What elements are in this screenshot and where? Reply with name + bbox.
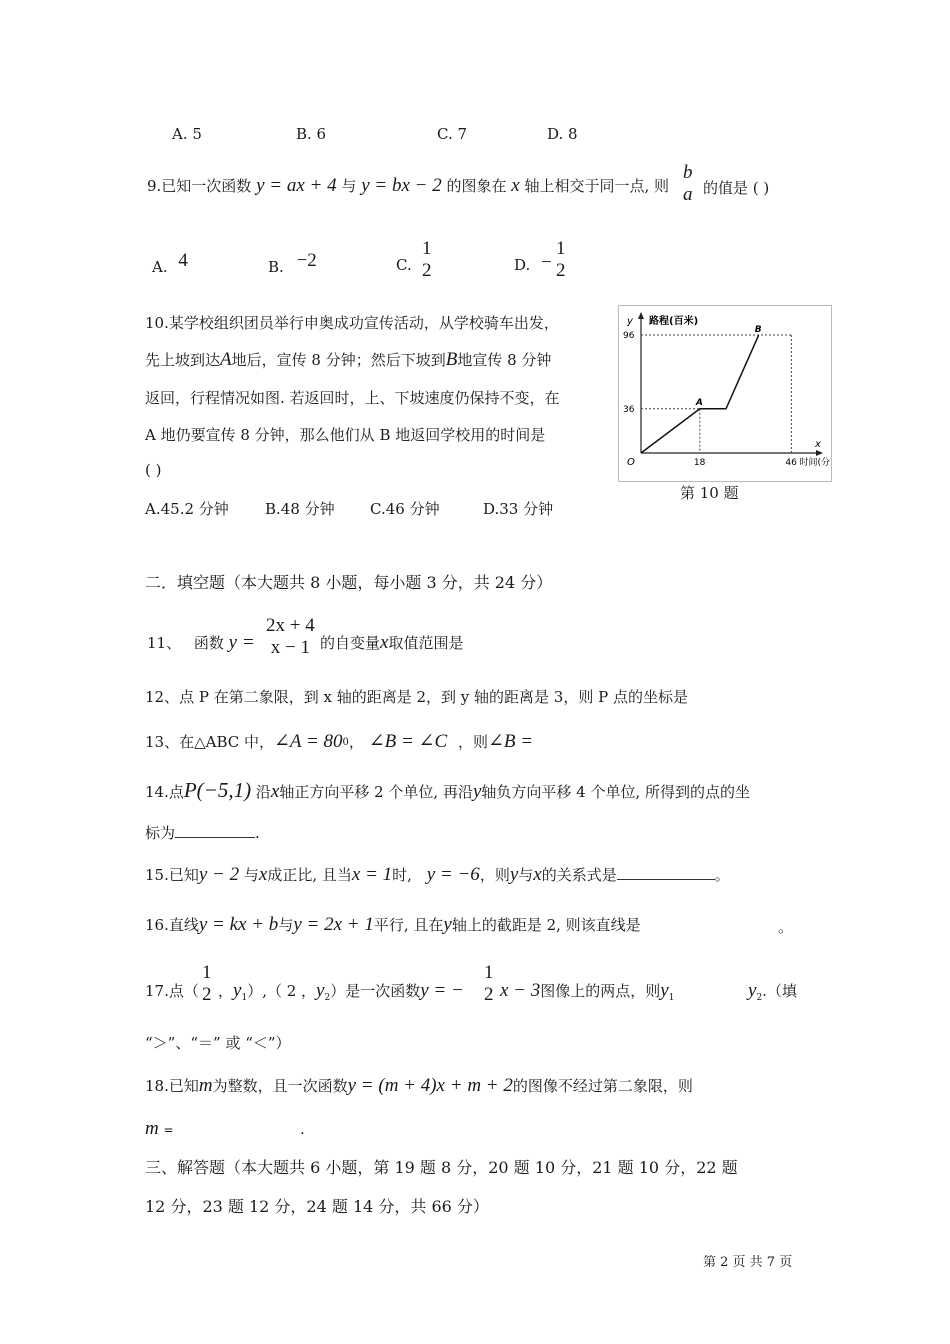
- x-axis-letter: x: [815, 439, 821, 450]
- q17-eq: y = −: [420, 980, 464, 1001]
- q17-var: y: [316, 980, 325, 1001]
- q10-figure-caption: 第 10 题: [680, 484, 739, 502]
- q15-text: 成正比, 且当: [267, 866, 352, 884]
- q17-line2: “＞”、“＝” 或 “＜”）: [145, 1034, 291, 1052]
- q11-lhs: y =: [228, 632, 255, 653]
- q13-eq2: ∠B = ∠C: [368, 731, 448, 752]
- point-label-b: B: [754, 325, 762, 336]
- q15-eq2: x = 1: [351, 864, 393, 885]
- q9-frac-den: a: [683, 184, 693, 205]
- q10-option-b: B.48 分钟: [265, 500, 335, 518]
- q17-sub: 2: [756, 993, 763, 1003]
- q9-opt-a-val: 4: [178, 250, 188, 271]
- q10-chart-svg: [619, 306, 831, 481]
- q9-opt-a-label: A.: [152, 258, 168, 276]
- q9-text: 的图象在: [446, 177, 507, 195]
- q17-var: y: [660, 980, 669, 1001]
- q11-text: 取值范围是: [388, 634, 464, 652]
- q15-text: ，则: [479, 866, 510, 884]
- q11-text: 函数: [193, 634, 224, 652]
- q13-text: ，: [348, 733, 364, 751]
- q13-degree: 0: [342, 737, 349, 748]
- q10-line3: 返回，行程情况如图. 若返回时，上、下坡速度仍保持不变，在: [145, 389, 560, 407]
- q13-eq1: ∠A = 80: [274, 731, 343, 752]
- q17-text: ）是一次函数: [330, 982, 421, 1000]
- q18-var: m: [198, 1075, 213, 1096]
- q10-text: 地后，宣传 8 分钟；然后下坡到: [231, 351, 446, 369]
- q17-prefix: 17.点（: [145, 982, 199, 1000]
- q9-opt-c-num: 1: [422, 238, 432, 259]
- q18-line2-end: .: [300, 1120, 305, 1138]
- q17-sub: 1: [241, 993, 248, 1003]
- q17-frac1-den: 2: [202, 984, 212, 1005]
- q9-option-d-label: D.: [514, 256, 531, 274]
- q11-num: 11、: [147, 634, 182, 652]
- q10-line4: A 地仍要宣传 8 分钟，那么他们从 B 地返回学校用的时间是: [145, 426, 546, 444]
- q17-frac1-num: 1: [202, 962, 212, 983]
- q15-var: y: [509, 864, 519, 885]
- q10-text: 地宣传 8 分钟: [457, 351, 552, 369]
- y-tick-label: 36: [623, 404, 635, 415]
- q17-sub: 2: [324, 993, 331, 1003]
- q9-opt-c-den: 2: [422, 260, 432, 281]
- q11-text: 的自变量: [320, 634, 381, 652]
- section-2-title: 二．填空题（本大题共 8 小题，每小题 3 分，共 24 分）: [145, 573, 553, 592]
- q11-frac-den: x − 1: [270, 637, 310, 658]
- q18-text: =: [163, 1123, 174, 1137]
- q17-frac1: [202, 962, 212, 1006]
- q17-end: [500, 980, 674, 1003]
- q9-option-a: [152, 250, 188, 278]
- q10-line2: [145, 349, 551, 371]
- q15-eq3: y = −6: [426, 864, 480, 885]
- q13-text: 13、在△ABC 中，: [145, 733, 275, 751]
- q9-option-c-fraction: [422, 238, 432, 282]
- q9-opt-b-val: −2: [296, 250, 317, 271]
- x-tick-label: 18: [693, 458, 706, 468]
- chart-title: 路程(百米): [649, 316, 699, 327]
- point-label-a: A: [695, 397, 703, 408]
- q9-eq1: y = ax + 4: [256, 175, 337, 196]
- q8-option-a: A. 5: [172, 125, 202, 143]
- q9-option-c-label: C.: [396, 256, 412, 274]
- y-tick-label: 96: [623, 331, 635, 342]
- q9-option-d-fraction: [556, 238, 566, 282]
- q15-text: 的关系式是: [541, 866, 617, 884]
- q8-option-d: D. 8: [547, 125, 578, 143]
- q9-opt-d-num: 1: [556, 238, 566, 259]
- q14-var: x: [270, 781, 280, 802]
- q11-prefix: [147, 632, 255, 654]
- q17-text: ）,（ 2 ，: [247, 982, 317, 1000]
- q18-line2: [145, 1118, 174, 1140]
- q14-line2: [145, 822, 260, 843]
- q10-var-b: B: [445, 349, 458, 370]
- x-tick-label: 46: [785, 458, 797, 468]
- x-axis-label: 时间(分): [799, 458, 831, 468]
- question-9: [147, 175, 669, 197]
- q9-option-b: [268, 250, 317, 278]
- section-3-line2: 12 分，23 题 12 分，24 题 14 分，共 66 分）: [145, 1197, 489, 1216]
- q15-eq1: y − 2: [198, 864, 240, 885]
- q10-line5: ( ): [145, 461, 162, 479]
- q16-end: 。: [778, 918, 794, 936]
- q14-text: 轴正方向平移 2 个单位, 再沿: [279, 783, 473, 801]
- q9-eq2: y = bx − 2: [361, 175, 442, 196]
- q17-frac2: [484, 962, 494, 1006]
- q17-frac2-num: 1: [484, 962, 494, 983]
- q10-option-a: A.45.2 分钟: [145, 500, 229, 518]
- q16-eq1: y = kx + b: [198, 914, 279, 935]
- q17-sub: 1: [668, 993, 675, 1003]
- q15-text: 时,: [392, 866, 412, 884]
- q14-text: 轴负方向平移 4 个单位, 所得到的点的坐: [481, 783, 751, 801]
- q18-line1: [145, 1075, 693, 1097]
- q13-eq3: ∠B =: [487, 731, 534, 752]
- q16-text: [145, 914, 641, 936]
- q15-text: 。: [714, 866, 730, 884]
- q8-option-b: B. 6: [296, 125, 327, 143]
- q17-mid: [218, 980, 464, 1003]
- q14-text: .: [255, 824, 260, 842]
- y-axis-arrow: [638, 312, 644, 319]
- q13-text: [145, 730, 533, 753]
- q15-text: 15.已知: [145, 866, 199, 884]
- q16-text: 轴上的截距是 2, 则该直线是: [451, 916, 641, 934]
- q13-text: ，则: [457, 733, 488, 751]
- q16-text: 16.直线: [145, 916, 199, 934]
- origin-label: O: [627, 457, 635, 468]
- q14-text: 14.点: [145, 783, 184, 801]
- q11-suffix: [320, 632, 463, 654]
- page-number: 第 2 页 共 7 页: [703, 1255, 793, 1270]
- q9-frac-num: b: [683, 162, 693, 183]
- q11-frac-num: 2x + 4: [266, 615, 315, 636]
- q9-text: 与: [341, 177, 357, 195]
- q9-option-d-sign: −: [541, 252, 552, 273]
- q15-text: [145, 864, 730, 886]
- q10-option-c: C.46 分钟: [370, 500, 440, 518]
- q17-eq: x − 3: [500, 980, 541, 1001]
- q9-text: 9.已知一次函数: [147, 177, 252, 195]
- q9-text: 轴上相交于同一点, 则: [524, 177, 670, 195]
- q9-opt-d-den: 2: [556, 260, 566, 281]
- q18-eq: y = (m + 4)x + m + 2: [347, 1075, 513, 1096]
- q18-text: 为整数，且一次函数: [212, 1077, 348, 1095]
- q17-text: 图像上的两点，则: [540, 982, 661, 1000]
- q15-var: x: [533, 864, 542, 885]
- q9-suffix: 的值是 ( ): [703, 179, 770, 197]
- q17-frac2-den: 2: [484, 984, 494, 1005]
- q9-fraction: [683, 162, 693, 206]
- q10-line1: 10.某学校组织团员举行申奥成功宣传活动，从学校骑车出发，: [145, 314, 559, 332]
- q14-point: P(−5,1): [183, 778, 252, 802]
- q15-answer-blank[interactable]: [617, 865, 715, 880]
- section-3-line1: 三、解答题（本大题共 6 小题，第 19 题 8 分，20 题 10 分，21 题 10 分，22 题: [145, 1158, 738, 1177]
- q18-text: 18.已知: [145, 1077, 199, 1095]
- q17-var: y: [233, 980, 242, 1001]
- q10-var-a: A: [220, 349, 232, 370]
- q16-var: y: [443, 914, 452, 935]
- q10-option-d: D.33 分钟: [483, 500, 554, 518]
- q14-text: 沿: [255, 783, 271, 801]
- q16-eq2: y = 2x + 1: [293, 914, 374, 935]
- series-line: [641, 335, 759, 453]
- q11-var: x: [380, 632, 389, 653]
- q11-fraction: [266, 615, 315, 659]
- q14-line1: [145, 778, 750, 803]
- q17-text: ，: [218, 982, 234, 1000]
- q9-opt-b-label: B.: [268, 258, 284, 276]
- q17-var: y: [748, 980, 757, 1001]
- q17-text: .（填: [762, 982, 797, 1000]
- q12-text: 12、点 P 在第二象限，到 x 轴的距离是 2，到 y 轴的距离是 3，则 P 点的坐标是: [145, 688, 688, 706]
- x-axis-arrow: [816, 450, 823, 456]
- q14-var: y: [472, 781, 482, 802]
- q17-tail: [748, 980, 797, 1003]
- q18-text: 的图像不经过第二象限，则: [512, 1077, 693, 1095]
- q14-answer-blank[interactable]: [175, 823, 255, 838]
- q10-chart: [618, 305, 832, 482]
- q14-text: 标为: [145, 824, 176, 842]
- q10-text: 先上坡到达: [145, 351, 221, 369]
- q8-option-c: C. 7: [437, 125, 468, 143]
- q15-var: x: [258, 864, 268, 885]
- q16-text: 与: [278, 916, 294, 934]
- q9-var: x: [511, 175, 520, 196]
- q15-text: 与: [518, 866, 534, 884]
- y-axis-letter: y: [627, 316, 633, 327]
- q18-var: m: [145, 1118, 159, 1139]
- q15-text: 与: [243, 866, 259, 884]
- q16-text: 平行, 且在: [373, 916, 444, 934]
